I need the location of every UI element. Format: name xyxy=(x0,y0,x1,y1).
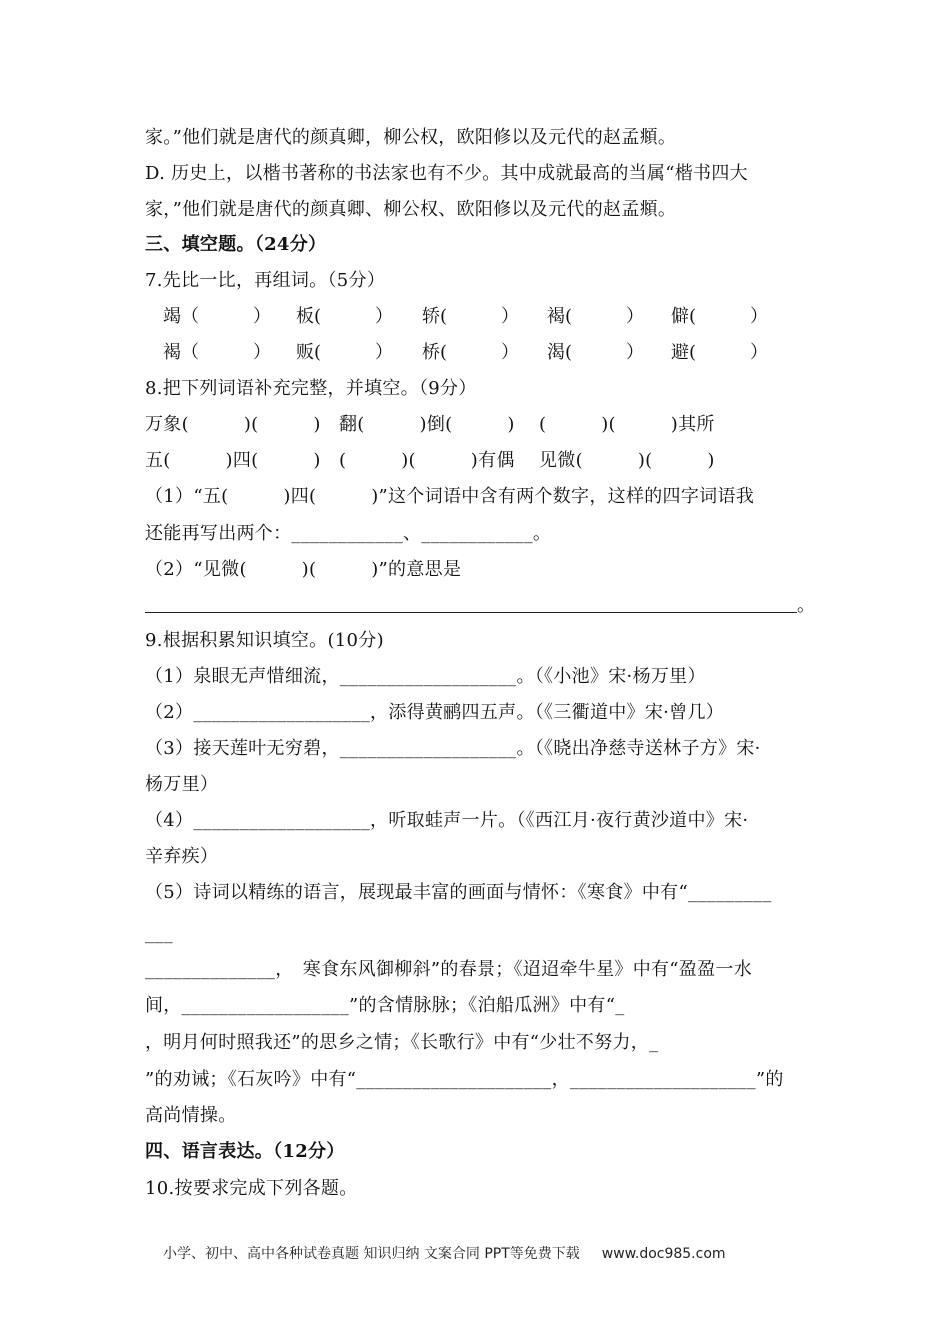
q7-item: 褐( ） xyxy=(547,306,645,327)
footer-text: 小学、初中、高中各种试卷真题 知识归纳 文案合同 PPT等免费下载 xyxy=(163,1246,580,1262)
q7-item: 避( ） xyxy=(671,342,769,363)
q8-sub-1: （1）“五( )四( )”这个词语中含有两个数字，这样的四字词语我 xyxy=(145,486,755,507)
q9-sub-5-line-6: ”的劝诫；《石灰吟》中有“_____________________，____________________”的 xyxy=(145,1069,784,1090)
page-footer xyxy=(163,1244,726,1264)
q7-item: 渴( ） xyxy=(547,342,645,363)
section-4-heading: 四、语言表达。（12分） xyxy=(145,1141,345,1162)
section-3-heading: 三、填空题。（24分） xyxy=(145,234,327,255)
q9-sub-3-continuation: 杨万里） xyxy=(145,774,219,795)
q9-sub-1: （1）泉眼无声惜细流，___________________。（《小池》宋·杨万里） xyxy=(145,666,706,687)
q9-sub-4: （4）___________________，听取蛙声一片。（《西江月·夜行黄沙道中》宋· xyxy=(145,810,749,831)
q8-sub-2: （2）“见微( )( )”的意思是 xyxy=(145,559,462,580)
q7-item: 竭（ ） xyxy=(163,306,271,327)
q9-sub-5-line-4: 间，__________________”的含情脉脉；《泊船瓜洲》中有“_ xyxy=(145,995,625,1016)
answer-line xyxy=(145,612,797,613)
q7-item: 贩( ） xyxy=(296,342,394,363)
question-7-title: 7.先比一比，再组词。（5分） xyxy=(145,270,386,291)
q9-sub-5: （5）诗词以精练的语言，展现最丰富的画面与情怀：《寒食》中有“_________ xyxy=(145,882,772,903)
q8-idioms-row-1: 万象( )( ) 翻( )倒( ) ( )( )其所 xyxy=(145,414,715,435)
q7-item: 僻( ） xyxy=(671,306,769,327)
q9-sub-4-continuation: 辛弃疾） xyxy=(145,846,219,867)
q7-item: 褐（ ） xyxy=(163,342,271,363)
q9-sub-2: （2）___________________，添得黄鹂四五声。（《三衢道中》宋·曾几） xyxy=(145,702,725,723)
question-8-title: 8.把下列词语补充完整，并填空。（9分） xyxy=(145,378,477,399)
option-d: D. 历史上，以楷书著称的书法家也有不少。其中成就最高的当属“楷书四大 xyxy=(145,163,748,184)
answer-line-period: 。 xyxy=(797,595,815,616)
q9-sub-5-blank: ___ xyxy=(145,923,173,944)
q9-sub-5-line-7: 高尚情操。 xyxy=(145,1105,237,1126)
q9-sub-3: （3）接天莲叶无穷碧，___________________。（《晓出净慈寺送林子方》宋· xyxy=(145,738,761,759)
q8-sub-1-continuation: 还能再写出两个：____________、____________。 xyxy=(145,523,552,544)
q9-sub-5-line-3: ______________， 寒食东风御柳斜”的春景；《迢迢牵牛星》中有“盈盈一水 xyxy=(145,959,753,980)
option-d-continuation: 家，”他们就是唐代的颜真卿、柳公权、欧阳修以及元代的赵孟頫。 xyxy=(145,199,677,220)
q7-item: 桥( ） xyxy=(422,342,520,363)
q7-item: 板( ） xyxy=(296,306,394,327)
q7-item: 轿( ） xyxy=(422,306,520,327)
option-c-continuation: 家。”他们就是唐代的颜真卿，柳公权，欧阳修以及元代的赵孟頫。 xyxy=(145,127,677,148)
q9-sub-5-line-5: ，明月何时照我还”的思乡之情；《长歌行》中有“少壮不努力，_ xyxy=(145,1032,659,1053)
q8-idioms-row-2: 五( )四( ) ( )( )有偶 见微( )( ) xyxy=(145,450,715,471)
question-10-title: 10.按要求完成下列各题。 xyxy=(145,1178,358,1199)
question-9-title: 9.根据积累知识填空。(10分) xyxy=(145,630,384,651)
footer-url: www.doc985.com xyxy=(601,1246,726,1262)
